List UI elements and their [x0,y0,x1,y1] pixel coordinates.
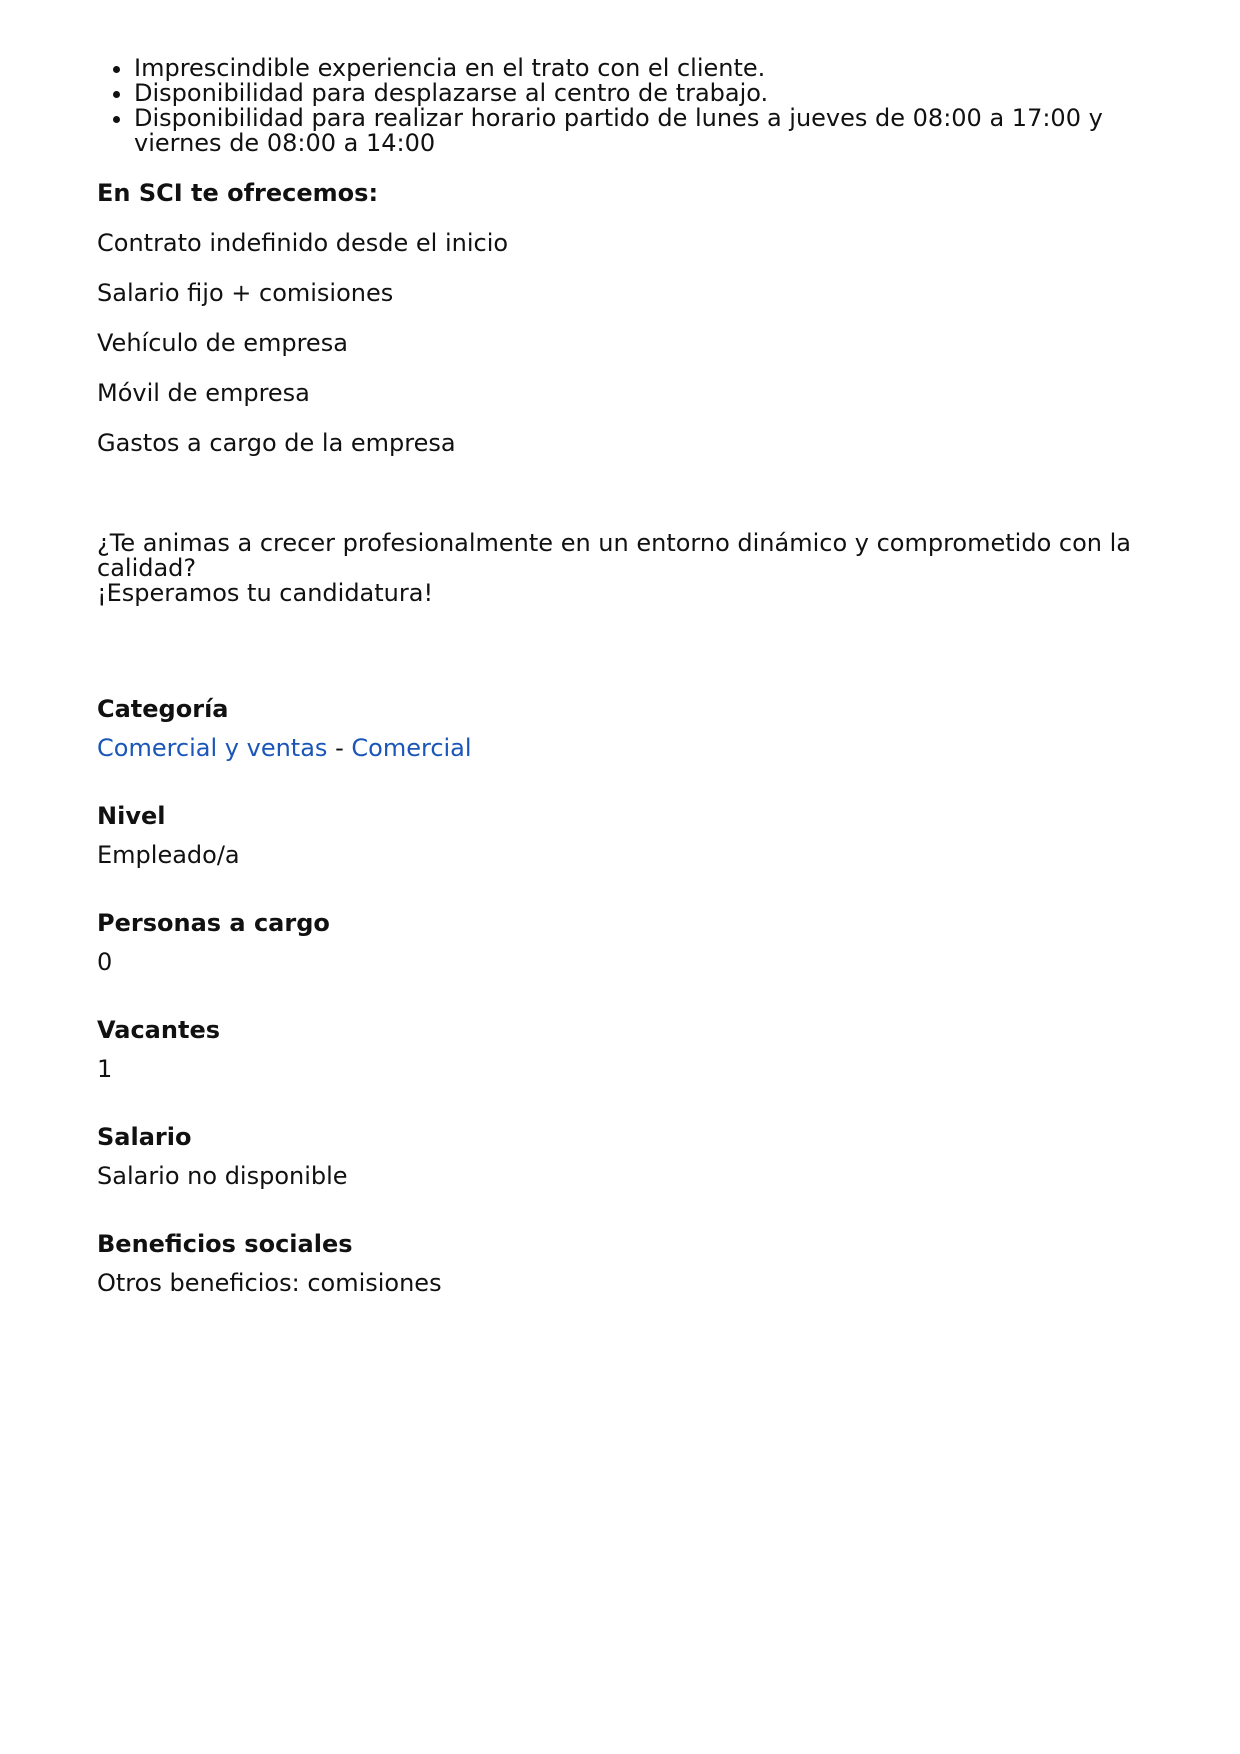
reports-value: 0 [97,948,113,976]
closing-invitation: ¡Esperamos tu candidatura! [97,579,434,607]
level-value: Empleado/a [97,841,240,869]
offer-item: Móvil de empresa [97,379,310,407]
vacancies-value: 1 [97,1055,113,1083]
category-link-sales[interactable]: Comercial y ventas [97,734,328,762]
level-label: Nivel [97,802,166,830]
offer-item: Salario fijo + comisiones [97,279,394,307]
category-separator: - [335,734,344,762]
offer-item: Gastos a cargo de la empresa [97,429,456,457]
category-label: Categoría [97,695,229,723]
offer-item: Vehículo de empresa [97,329,348,357]
requirement-item: • Disponibilidad para realizar horario partido de lunes a jueves de 08:00 a 17:00 y viernes de 08:00 a 14:00 [134,106,1157,156]
salary-value: Salario no disponible [97,1162,348,1190]
category-link-commercial[interactable]: Comercial [351,734,472,762]
requirement-item: • Disponibilidad para desplazarse al centro de trabajo. [134,81,1157,106]
job-description [97,56,1157,1296]
benefits-label: Beneficios sociales [97,1230,353,1258]
salary-label: Salario [97,1123,192,1151]
closing-question: ¿Te animas a crecer profesionalmente en un entorno dinámico y comprometido con la calidad? [97,529,1131,582]
reports-label: Personas a cargo [97,909,330,937]
offer-heading: En SCI te ofrecemos: [97,179,379,207]
vacancies-label: Vacantes [97,1016,220,1044]
closing-text [97,531,1157,606]
requirement-item: • Imprescindible experiencia en el trato con el cliente. [134,56,1157,81]
benefits-value: Otros beneficios: comisiones [97,1269,442,1297]
offer-item: Contrato indefinido desde el inicio [97,229,509,257]
requirements-list [97,56,1157,156]
category-value [97,736,1157,761]
